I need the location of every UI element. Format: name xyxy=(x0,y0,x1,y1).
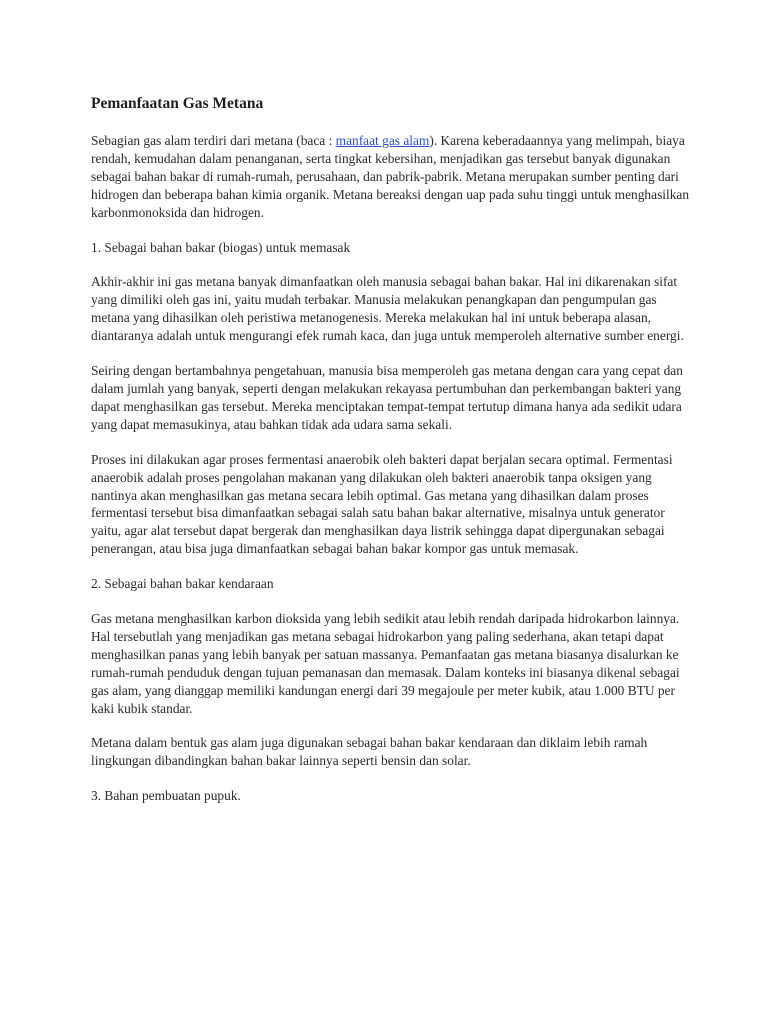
manfaat-gas-alam-link[interactable]: manfaat gas alam xyxy=(335,133,430,148)
section-2-paragraph-b: Metana dalam bentuk gas alam juga digunakan sebagai bahan bakar kendaraan dan diklaim lebih ramah lingkungan dibandingkan bahan bakar lainnya seperti bensin dan solar. xyxy=(91,735,648,769)
section-1-paragraph-b: Seiring dengan bertambahnya pengetahuan, manusia bisa memperoleh gas metana dengan cara yang cepat dan dalam jumlah yang banyak, seperti dengan melakukan rekayasa pertumbuhan dan perkembangan bakteri yang dapat menghasilkan gas tersebut. Mereka menciptakan tempat-tempat tertutup dimana hanya ada sedikit udara yang dapat memasukinya, atau bahkan tidak ada udara sama sekali. xyxy=(91,363,683,432)
section-1-paragraph-a: Akhir-akhir ini gas metana banyak dimanfaatkan oleh manusia sebagai bahan bakar. Hal ini dikarenakan sifat yang dimiliki oleh gas ini, yaitu mudah terbakar. Manusia melakukan penangkapan dan pengumpulan gas metana yang dihasilkan oleh peristiwa metanogenesis. Mereka melakukan hal ini untuk beberapa alasan, diantaranya adalah untuk mengurangi efek rumah kaca, dan juga untuk memperoleh alternative sumber energi. xyxy=(91,274,684,344)
section-1-paragraph-c: Proses ini dilakukan agar proses fermentasi anaerobik oleh bakteri dapat berjalan secara optimal. Fermentasi anaerobik adalah proses pengolahan makanan yang dilakukan oleh bakteri anaerobik tanpa oksigen yang nantinya akan menghasilkan gas metana secara lebih optimal. Gas metana yang dihasilkan dalam proses fermentasi tersebut bisa dimanfaatkan sebagai salah satu bahan bakar alternative, misalnya untuk generator yaitu, agar alat tersebut dapat bergerak dan menghasilkan daya listrik sehingga dapat dipergunakan sebagai penerangan, atau bisa juga dimanfaatkan sebagai bahan bakar kompor gas untuk memasak. xyxy=(91,451,673,557)
section-heading-3: 3. Bahan pembuatan pupuk. xyxy=(91,788,241,804)
section-2-paragraph-a: Gas metana menghasilkan karbon dioksida yang lebih sedikit atau lebih rendah daripada hidrokarbon lainnya. Hal tersebutlah yang menjadikan gas metana sebagai hidrokarbon yang paling sederhana, akan tetapi dapat menghasilkan panas yang lebih banyak per satuan massanya. Pemanfaatan gas metana biasanya disalurkan ke rumah-rumah penduduk dengan tujuan pemanasan dan memasak. Dalam konteks ini biasanya dikenal sebagai gas alam, yang dianggap memiliki kandungan energi dari 39 megajoule per meter kubik, atau 1.000 BTU per kaki kubik standar. xyxy=(91,611,680,716)
document-page xyxy=(91,94,691,822)
intro-paragraph xyxy=(91,132,691,222)
section-heading-2: 2. Sebagai bahan bakar kendaraan xyxy=(91,576,274,592)
section-heading-1: 1. Sebagai bahan bakar (biogas) untuk memasak xyxy=(91,239,351,255)
document-title: Pemanfaatan Gas Metana xyxy=(91,95,264,112)
intro-text-after-link: ). Karena keberadaannya yang melimpah, biaya rendah, kemudahan dalam penanganan, serta tingkat kebersihan, menjadikan gas tersebut banyak digunakan sebagai bahan bakar di rumah-rumah, perusahaan, dan pabrik-pabrik. Metana merupakan sumber penting dari hidrogen dan beberapa bahan kimia organik. Metana bereaksi dengan uap pada suhu tinggi untuk menghasilkan karbonmonoksida dan hidrogen. xyxy=(91,133,690,220)
intro-text-before-link: Sebagian gas alam terdiri dari metana (baca : xyxy=(91,133,336,148)
